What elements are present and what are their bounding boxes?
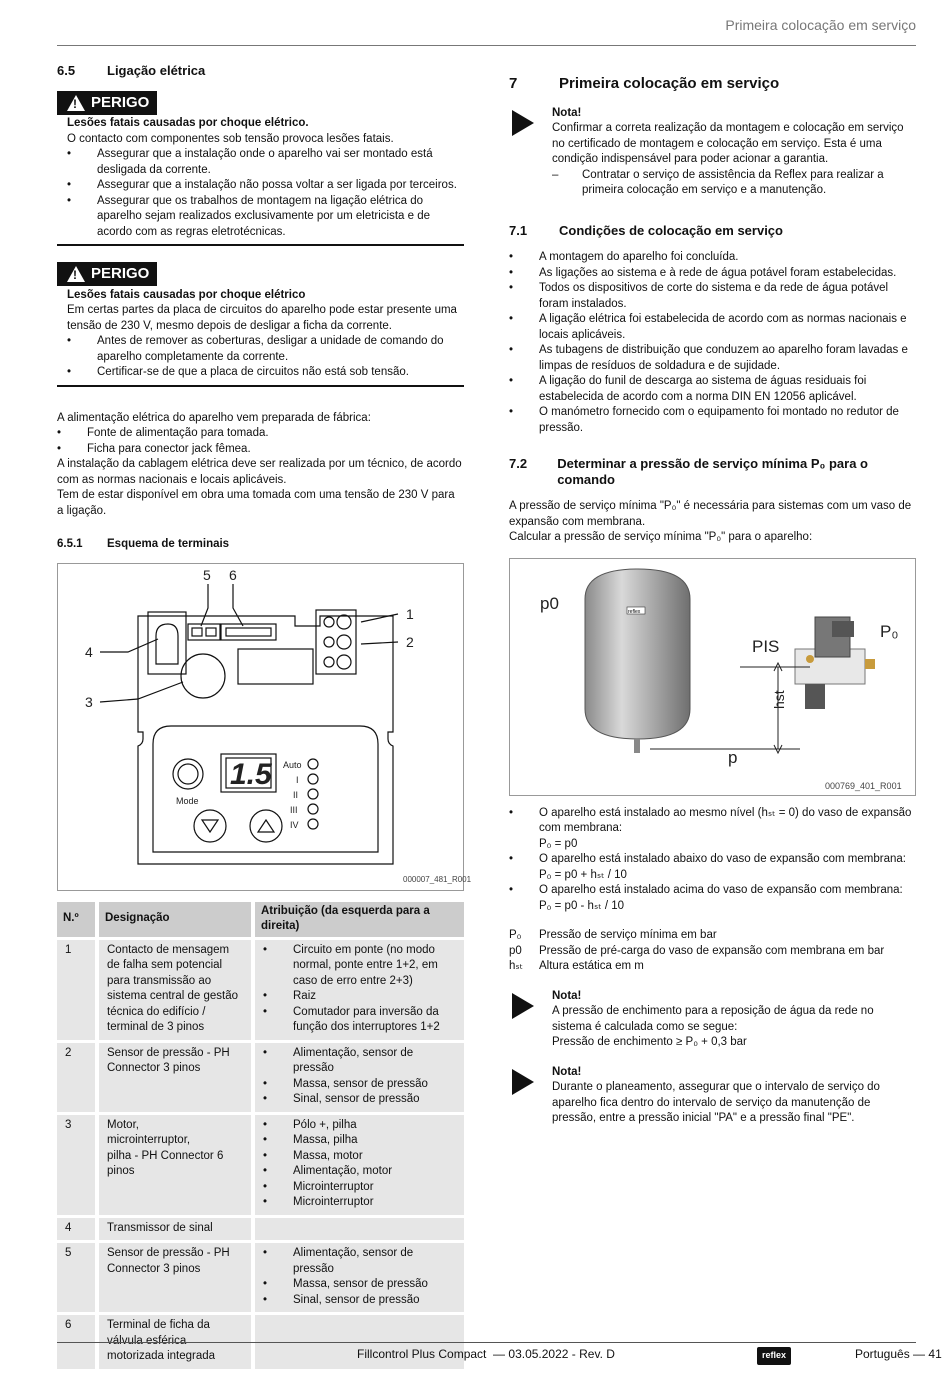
note-text: A pressão de enchimento para a reposição de água da rede no sistema é calculada como se segue: xyxy=(552,1005,874,1033)
section-7-2-heading: 7.2 Determinar a pressão de serviço mínima P₀ para o comando xyxy=(509,456,868,487)
list-item: • Raiz xyxy=(263,989,456,1005)
terminal-diagram xyxy=(57,563,472,891)
note-3 xyxy=(509,1065,916,1127)
label-pis: PIS xyxy=(752,636,780,656)
list-item: • A montagem do aparelho foi concluída. xyxy=(509,250,916,266)
pressure-figure xyxy=(509,558,916,796)
pressure-figure-svg xyxy=(510,559,915,795)
installation-cases xyxy=(509,806,916,915)
col-header: Atribuição (da esquerda para a direita) xyxy=(255,902,464,937)
list-item: • Comutador para inversão da função dos interruptores 1+2 xyxy=(263,1005,456,1036)
case-item: • O aparelho está instalado acima do vaso de expansão com membrana: P₀ = p0 - hₛₜ / 10 xyxy=(509,883,916,914)
cell-assignment xyxy=(255,940,464,1040)
mode-label: Mode xyxy=(176,795,199,806)
legend-row xyxy=(509,928,916,944)
list-item: • Massa, sensor de pressão xyxy=(263,1077,456,1093)
cell-assignment xyxy=(255,1115,464,1215)
danger-box-2 xyxy=(57,288,464,387)
list-item: • Alimentação, sensor de pressão xyxy=(263,1046,456,1077)
danger-text: Em certas partes da placa de circuitos do aparelho pode estar presente uma tensão de 230 V, mesmo depois de desligar a ficha da corrente. xyxy=(67,304,457,332)
pressure-calc: Calcular a pressão de serviço mínima "P₀" para o aparelho: xyxy=(509,531,813,543)
list-item: • Todos os dispositivos de corte do sistema e da rede de água potável foram instalados. xyxy=(509,281,916,312)
case-formula: P₀ = p0 xyxy=(539,837,578,850)
terminal-table xyxy=(53,899,468,1372)
legend-description: Pressão de serviço mínima em bar xyxy=(539,929,717,941)
danger-badge: ! PERIGO xyxy=(57,262,464,288)
cell-number: 5 xyxy=(57,1243,95,1312)
danger-badge: ! PERIGO xyxy=(57,91,464,117)
danger-heading: Lesões fatais causadas por choque elétrico. xyxy=(67,117,309,129)
note-text: Durante o planeamento, assegurar que o intervalo de serviço do aparelho fica dentro do intervalo de serviço da manutenção de pressão, entre a pressão inicial "PA" e a pressão final "PE". xyxy=(552,1081,880,1124)
case-item: • O aparelho está instalado abaixo do vaso de expansão com membrana: P₀ = p0 + hₛₜ / 10 xyxy=(509,852,916,883)
col-header: N.º xyxy=(57,902,95,937)
note-arrow-icon xyxy=(512,993,534,1019)
pressure-intro: A pressão de serviço mínima "P₀" é necessária para sistemas com um vaso de expansão com membrana. xyxy=(509,500,912,528)
list-item: • A ligação elétrica foi estabelecida de acordo com as normas nacionais e locais aplicáveis. xyxy=(509,312,916,343)
cell-number: 4 xyxy=(57,1218,95,1241)
display-value: 1.5 xyxy=(230,757,272,791)
case-formula: P₀ = p0 + hₛₜ / 10 xyxy=(539,868,627,881)
supply-intro: A alimentação elétrica do aparelho vem preparada de fábrica: xyxy=(57,411,371,424)
list-item: • O manómetro fornecido com o equipamento foi montado no redutor de pressão. xyxy=(509,405,916,436)
note-title: Nota! xyxy=(552,106,582,119)
callout-1: 1 xyxy=(406,605,414,622)
supply-block xyxy=(57,411,464,520)
legend-symbol: P₀ xyxy=(509,929,522,941)
cell-number: 6 xyxy=(57,1315,95,1369)
list-item: • Microinterruptor xyxy=(263,1180,456,1196)
note-text: Confirmar a correta realização da montagem e colocação em serviço no certificado de montagem e colocação em serviço. Esta é uma condição indispensável para poder acionar a garantia. xyxy=(552,122,904,165)
list-item: • Fonte de alimentação para tomada. xyxy=(57,426,464,442)
note-2 xyxy=(509,989,916,1051)
section-7-heading: 7 Primeira colocação em serviço xyxy=(509,75,780,92)
danger-list-1 xyxy=(67,147,464,240)
cell-number: 3 xyxy=(57,1115,95,1215)
danger-list-2 xyxy=(67,334,464,381)
list-item: • Sinal, sensor de pressão xyxy=(263,1092,456,1108)
danger-text: O contacto com componentes sob tensão provoca lesões fatais. xyxy=(67,132,394,145)
note-dash-list: – Contratar o serviço de assistência da Reflex para realizar a primeira colocação em serviço e a manutenção. xyxy=(552,168,916,199)
legend-symbol: p0 xyxy=(509,944,522,957)
cell-designation: Terminal de ficha da válvula esférica motorizada integrada xyxy=(99,1315,251,1369)
tank-logo: reflex xyxy=(628,608,641,615)
conditions-list xyxy=(509,250,916,436)
callout-4: 4 xyxy=(85,643,93,660)
warning-icon xyxy=(67,95,85,111)
supply-paragraph: A instalação da cablagem elétrica deve ser realizada por um técnico, de acordo com as normas nacionais e locais aplicáveis. xyxy=(57,458,462,486)
cell-designation: Transmissor de sinal xyxy=(99,1218,251,1241)
figure-code: 000769_401_R001 xyxy=(825,780,902,791)
level-1: I xyxy=(296,774,299,785)
level-auto: Auto xyxy=(283,759,302,770)
label-P0: P₀ xyxy=(880,621,899,641)
level-4: IV xyxy=(290,819,299,830)
list-item: • A ligação do funil de descarga ao sistema de águas residuais foi estabelecida de acordo com a norma DIN EN 12056 aplicável. xyxy=(509,374,916,405)
footer-logo: reflex xyxy=(757,1347,791,1365)
cell-number: 1 xyxy=(57,940,95,1040)
symbol-legend xyxy=(509,928,916,975)
footer-doc: Fillcontrol Plus Compact — 03.05.2022 - Rev. D xyxy=(357,1347,615,1361)
cell-assignment xyxy=(255,1218,464,1241)
level-2: II xyxy=(293,789,299,800)
left-column xyxy=(57,63,472,1372)
note-title: Nota! xyxy=(552,1065,582,1078)
callout-6: 6 xyxy=(229,566,237,583)
danger-box-1 xyxy=(57,116,464,246)
supply-list xyxy=(57,426,464,457)
list-item: • Assegurar que a instalação não possa voltar a ser ligada por terceiros. xyxy=(67,178,464,194)
list-item: • Circuito em ponte (no modo normal, ponte entre 1+2, em caso de erro entre 2+3) xyxy=(263,943,456,990)
legend-row xyxy=(509,944,916,960)
col-header: Designação xyxy=(99,902,251,937)
legend-description: Altura estática em m xyxy=(539,960,644,972)
table-row xyxy=(57,1218,464,1241)
cell-designation: Sensor de pressão - PH Connector 3 pinos xyxy=(99,1243,251,1312)
note-formula: Pressão de enchimento ≥ P₀ + 0,3 bar xyxy=(552,1036,747,1048)
label-hst: hst xyxy=(771,689,787,709)
label-p0: p0 xyxy=(540,593,559,613)
list-item: • Alimentação, motor xyxy=(263,1164,456,1180)
supply-paragraph: Tem de estar disponível em obra uma tomada com uma tensão de 230 V para a ligação. xyxy=(57,489,455,517)
list-item: • Microinterruptor xyxy=(263,1195,456,1211)
cell-assignment xyxy=(255,1243,464,1312)
list-item: • Massa, sensor de pressão xyxy=(263,1277,456,1293)
level-3: III xyxy=(290,804,298,815)
list-item: • Massa, pilha xyxy=(263,1133,456,1149)
list-item: • Massa, motor xyxy=(263,1149,456,1165)
cell-assignment xyxy=(255,1043,464,1112)
list-item: • As ligações ao sistema e à rede de água potável foram estabelecidas. xyxy=(509,266,916,282)
table-row xyxy=(57,1043,464,1112)
warning-icon xyxy=(67,266,85,282)
running-header: Primeira colocação em serviço xyxy=(725,17,916,33)
list-item: • Antes de remover as coberturas, desligar a unidade de comando do aparelho completamente da corrente. xyxy=(67,334,464,365)
cell-designation: Sensor de pressão - PH Connector 3 pinos xyxy=(99,1043,251,1112)
legend-row xyxy=(509,959,916,975)
note-arrow-icon xyxy=(512,1069,534,1095)
legend-symbol: hₛₜ xyxy=(509,960,524,972)
right-column xyxy=(509,76,916,1127)
list-item: • Certificar-se de que a placa de circuitos não está sob tensão. xyxy=(67,365,464,381)
cell-number: 2 xyxy=(57,1043,95,1112)
label-p: p xyxy=(728,747,738,767)
section-6-5-heading: 6.5 Ligação elétrica xyxy=(57,63,206,78)
header-rule xyxy=(57,45,916,46)
section-6-5-1-heading: 6.5.1 Esquema de terminais xyxy=(57,538,230,550)
note-title: Nota! xyxy=(552,989,582,1002)
note-arrow-icon xyxy=(512,110,534,136)
list-item: • Pólo +, pilha xyxy=(263,1118,456,1134)
table-row xyxy=(57,1115,464,1215)
danger-heading: Lesões fatais causadas por choque elétrico xyxy=(67,288,306,301)
terminal-diagram-svg xyxy=(58,564,472,890)
figure-code: 000007_481_R001 xyxy=(403,874,472,884)
callout-3: 3 xyxy=(85,693,93,710)
table-row xyxy=(57,940,464,1040)
section-7-1-heading: 7.1 Condições de colocação em serviço xyxy=(509,222,783,238)
cell-designation: Motor, microinterruptor, pilha - PH Connector 6 pinos xyxy=(99,1115,251,1215)
list-item: • Ficha para conector jack fêmea. xyxy=(57,442,464,458)
list-item: • Alimentação, sensor de pressão xyxy=(263,1246,456,1277)
callout-5: 5 xyxy=(203,566,211,583)
callout-2: 2 xyxy=(406,633,414,650)
case-formula: P₀ = p0 - hₛₜ / 10 xyxy=(539,899,625,912)
list-item: • Assegurar que os trabalhos de montagem na ligação elétrica do aparelho sejam realizados exclusivamente por um eletricista e de acordo com as regras eletrotécnicas. xyxy=(67,194,464,241)
list-item: • Assegurar que a instalação onde o aparelho vai ser montado está desligada da corrente. xyxy=(67,147,464,178)
list-item: • As tubagens de distribuição que conduzem ao aparelho foram lavadas e limpas de resíduos de soldadura e de sujidade. xyxy=(509,343,916,374)
cell-designation: Contacto de mensagem de falha sem potencial para transmissão ao sistema central de gestão técnica do edifício / terminal de 3 pinos xyxy=(99,940,251,1040)
note-1 xyxy=(509,106,916,199)
footer-page: Português — 41 xyxy=(855,1347,942,1361)
case-item: • O aparelho está instalado ao mesmo nível (hₛₜ = 0) do vaso de expansão com membrana: P₀ = p0 xyxy=(509,806,916,853)
footer-rule xyxy=(57,1342,916,1343)
list-item: • Sinal, sensor de pressão xyxy=(263,1293,456,1309)
legend-description: Pressão de pré-carga do vaso de expansão com membrana em bar xyxy=(539,944,885,957)
table-row xyxy=(57,1243,464,1312)
